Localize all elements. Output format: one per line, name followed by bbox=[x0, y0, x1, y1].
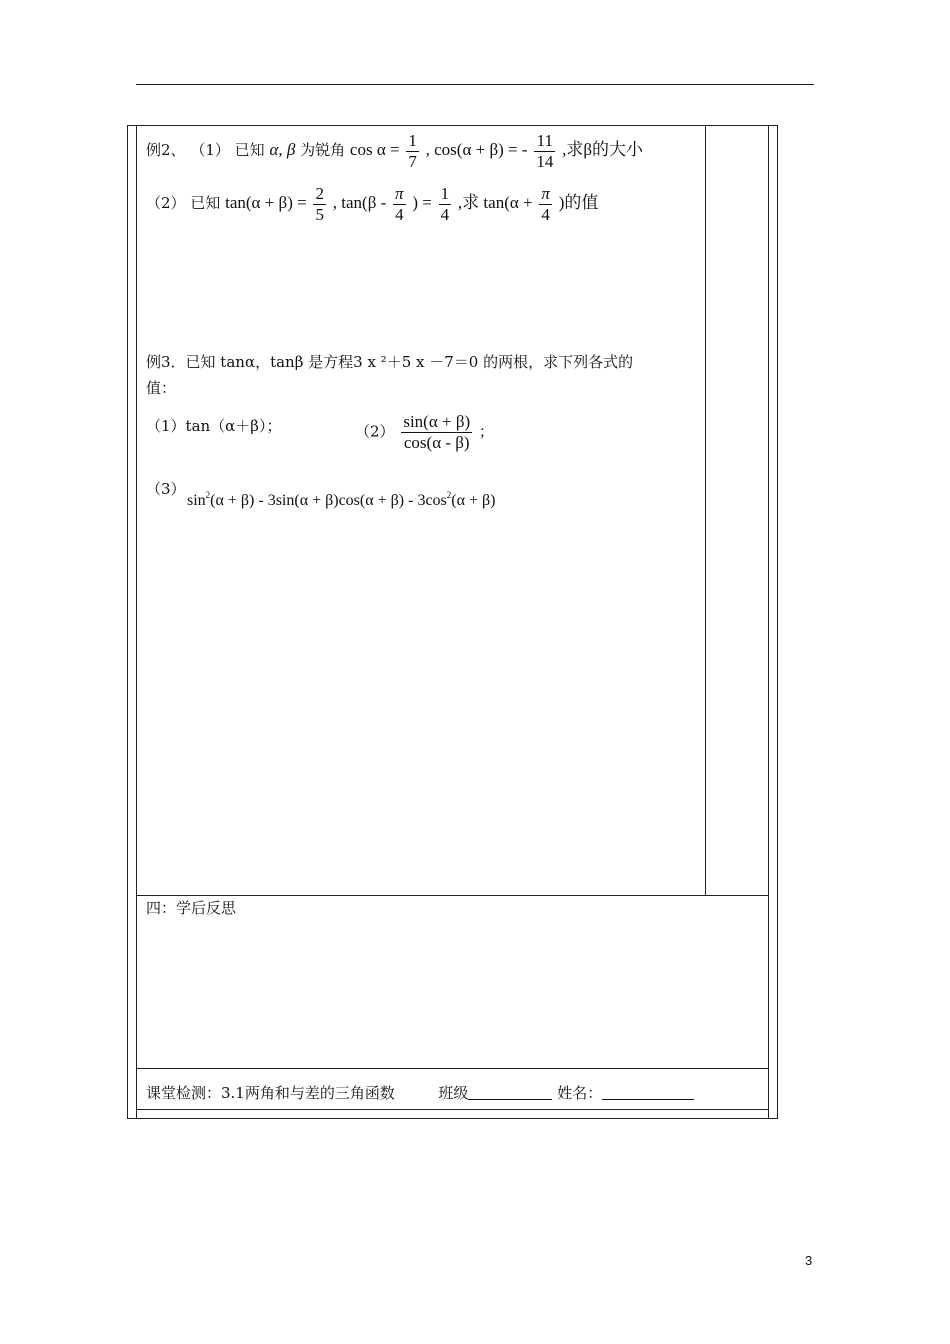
table-outer-bottom-border bbox=[127, 1118, 778, 1119]
part2-number: （2） bbox=[146, 194, 186, 213]
example3-item3-expression bbox=[187, 491, 495, 509]
tan-sum-fraction bbox=[313, 184, 326, 224]
part1-vars: α, β bbox=[269, 140, 296, 160]
tan-diff-mid: ) = bbox=[412, 193, 432, 213]
pi-num: π bbox=[395, 184, 404, 203]
page-number: 3 bbox=[805, 1253, 813, 1268]
table-top-border bbox=[127, 125, 778, 126]
cos-sum-num: 11 bbox=[534, 131, 555, 152]
tan-sum-lhs: tan(α + β) = bbox=[225, 193, 307, 213]
table-inner-bottom-border bbox=[136, 1109, 769, 1110]
item3-sin: sin bbox=[187, 492, 206, 509]
part1-acute: 为锐角 bbox=[300, 141, 346, 160]
header-rule bbox=[136, 84, 814, 85]
item3-sup-cos: 2 bbox=[446, 490, 452, 500]
row-divider-reflection bbox=[136, 895, 769, 896]
example3-line2: 值： bbox=[146, 379, 177, 397]
class-label: 班级 bbox=[438, 1084, 469, 1102]
table-inner-left-border bbox=[136, 125, 137, 1118]
table-inner-right-border bbox=[768, 125, 769, 1118]
classroom-check-row bbox=[146, 1085, 694, 1101]
part1-number: （1） bbox=[190, 141, 230, 160]
item3-sup-sin: 2 bbox=[205, 490, 211, 500]
item2-num: sin(α + β) bbox=[403, 412, 471, 431]
tan-sum-num: 2 bbox=[315, 184, 324, 203]
classroom-check-label: 课堂检测：3.1两角和与差的三角函数 bbox=[146, 1084, 395, 1102]
item2-semicolon: ； bbox=[478, 422, 494, 441]
side-column-border bbox=[705, 125, 706, 895]
part2-known: 已知 bbox=[190, 194, 221, 213]
tan-diff-lhs: , tan(β - bbox=[332, 193, 387, 213]
cos-alpha-fraction bbox=[406, 131, 419, 171]
item2-fraction bbox=[401, 412, 472, 452]
pi-over-four-fraction-2 bbox=[539, 184, 552, 224]
part2-ask-tail: )的值 bbox=[558, 193, 599, 213]
cos-alpha-num: 1 bbox=[408, 131, 417, 150]
reflection-title: 四：学后反思 bbox=[146, 899, 237, 917]
example3-item1: （1）tan（α＋β）； bbox=[146, 417, 282, 435]
cos-alpha-lhs: cos α = bbox=[349, 140, 400, 160]
tan-diff-den: 4 bbox=[440, 204, 450, 224]
table-outer-right-border bbox=[777, 125, 778, 1118]
tan-diff-fraction bbox=[439, 184, 452, 224]
pi-over-four-fraction bbox=[393, 184, 406, 224]
cos-sum-fraction bbox=[534, 131, 555, 171]
class-blank[interactable] bbox=[468, 1085, 552, 1100]
pi-num-2: π bbox=[541, 184, 550, 203]
item2-den: cos(α - β) bbox=[403, 432, 470, 452]
four-den: 4 bbox=[395, 204, 404, 224]
item3-rest2: (α + β) bbox=[451, 492, 496, 509]
example3-line1: 例3．已知 tanα，tanβ 是方程3 x ²＋5 x －7＝0 的两根，求下列各式的 bbox=[146, 353, 634, 371]
example3-item2 bbox=[355, 412, 494, 452]
item2-label: （2） bbox=[355, 422, 395, 441]
cos-sum-lhs: , cos(α + β) = - bbox=[425, 140, 528, 160]
example2-label: 例2、 bbox=[146, 141, 186, 160]
name-label: 姓名： bbox=[557, 1084, 603, 1102]
item3-rest1: (α + β) - 3sin(α + β)cos(α + β) - 3cos bbox=[210, 492, 447, 509]
table-outer-left-border bbox=[127, 125, 128, 1118]
tan-sum-den: 5 bbox=[315, 204, 324, 224]
cos-alpha-den: 7 bbox=[408, 151, 417, 171]
example2-part1 bbox=[146, 131, 643, 171]
name-blank[interactable] bbox=[602, 1085, 694, 1100]
part1-ask: ,求β的大小 bbox=[562, 140, 643, 160]
tan-diff-num: 1 bbox=[440, 184, 450, 203]
row-divider-check bbox=[136, 1068, 769, 1069]
cos-sum-den: 14 bbox=[536, 151, 554, 171]
example2-part2 bbox=[146, 184, 598, 224]
part1-known: 已知 bbox=[234, 141, 265, 160]
example3-item3-label: （3） bbox=[146, 480, 186, 498]
part2-ask-lhs: ,求 tan(α + bbox=[457, 193, 533, 213]
four-den-2: 4 bbox=[541, 204, 550, 224]
